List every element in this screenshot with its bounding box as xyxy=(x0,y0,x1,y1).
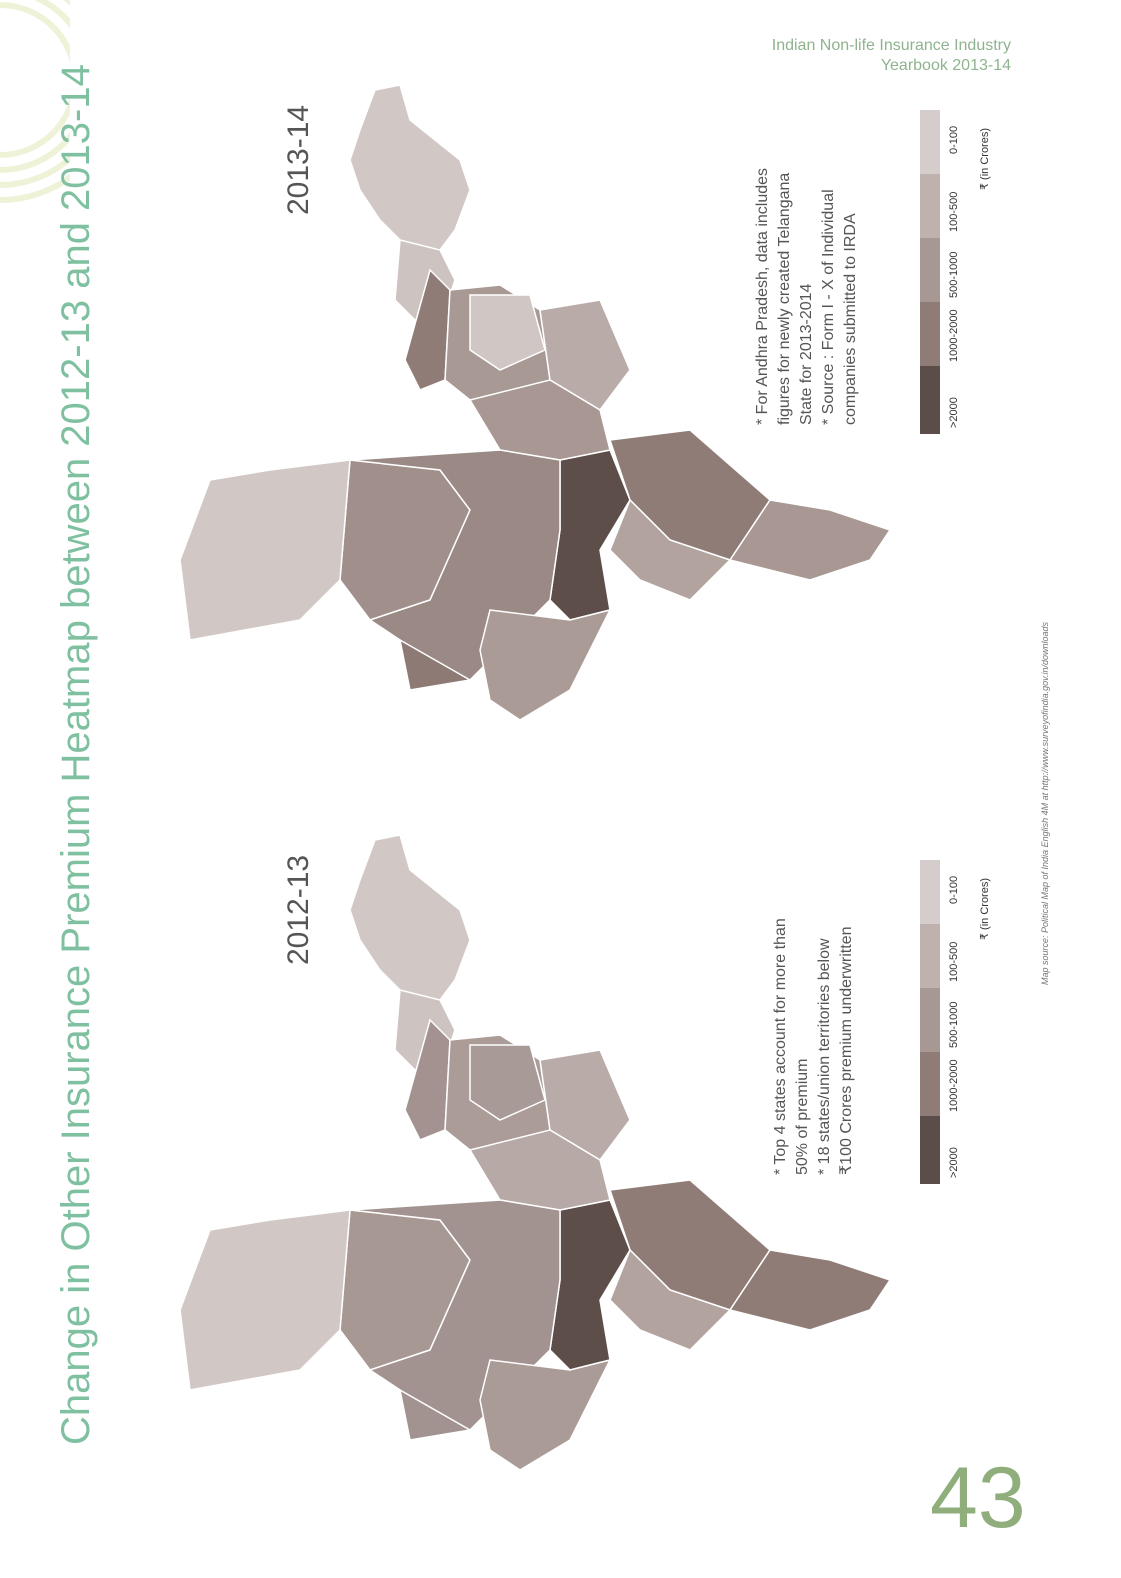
note-line: 50% of premium xyxy=(794,1058,811,1175)
legend-label: >2000 xyxy=(948,1147,960,1178)
legend-label: 1000-2000 xyxy=(948,309,960,362)
page-title: Change in Other Insurance Premium Heatmap between 2012-13 and 2013-14 xyxy=(54,64,98,1445)
legend-label: 1000-2000 xyxy=(948,1059,960,1112)
legend-swatch-100-500 xyxy=(920,924,940,988)
note-line: State for 2013-2014 xyxy=(798,283,815,425)
note-line: ₹100 Crores premium underwritten xyxy=(838,926,855,1175)
legend-swatch-1000-2000 xyxy=(920,1052,940,1116)
region-northeast xyxy=(180,460,350,640)
map-source: Map source: Political Map of India English 4M at http://www.surveyofindia.gov.in/downloads xyxy=(1040,621,1050,985)
legend-label: 500-1000 xyxy=(948,1001,960,1048)
region-north xyxy=(350,85,470,255)
legend-label: >2000 xyxy=(948,397,960,428)
legend-swatch-500-1000 xyxy=(920,988,940,1052)
header-line-1: Indian Non-life Insurance Industry xyxy=(771,37,1011,54)
legend-swatch-500-1000 xyxy=(920,238,940,302)
report-header xyxy=(772,36,1011,76)
region-southeast xyxy=(480,610,610,720)
notes-2013-14 xyxy=(752,168,862,425)
legend-label: 0-100 xyxy=(948,125,960,154)
page-number: 43 xyxy=(930,1450,1026,1546)
legend-label: 0-100 xyxy=(948,875,960,904)
note-line: * Source : Form I - X of Individual xyxy=(820,189,837,425)
legend-swatch-0-100 xyxy=(920,110,940,174)
year-label-2012-13: 2012-13 xyxy=(282,854,315,965)
notes-2012-13 xyxy=(770,918,858,1175)
note-line: * 18 states/union territories below xyxy=(816,938,833,1175)
year-label-2013-14: 2013-14 xyxy=(282,104,315,215)
legend-swatch-1000-2000 xyxy=(920,302,940,366)
legend-swatch-over-2000 xyxy=(920,1116,940,1184)
legend-unit: ₹ (in Crores) xyxy=(979,877,991,940)
legend-swatch-over-2000 xyxy=(920,366,940,434)
legend-swatch-0-100 xyxy=(920,860,940,924)
header-line-2: Yearbook 2013-14 xyxy=(880,57,1011,74)
legend-unit: ₹ (in Crores) xyxy=(979,127,991,190)
note-line: * Top 4 states account for more than xyxy=(772,918,789,1175)
note-line: * For Andhra Pradesh, data includes xyxy=(754,167,771,425)
legend-label: 100-500 xyxy=(948,191,960,232)
note-line: figures for newly created Telangana xyxy=(776,172,793,425)
legend-swatch-100-500 xyxy=(920,174,940,238)
legend-label: 100-500 xyxy=(948,941,960,982)
legend-label: 500-1000 xyxy=(948,251,960,298)
note-line: companies submitted to IRDA xyxy=(842,213,859,425)
